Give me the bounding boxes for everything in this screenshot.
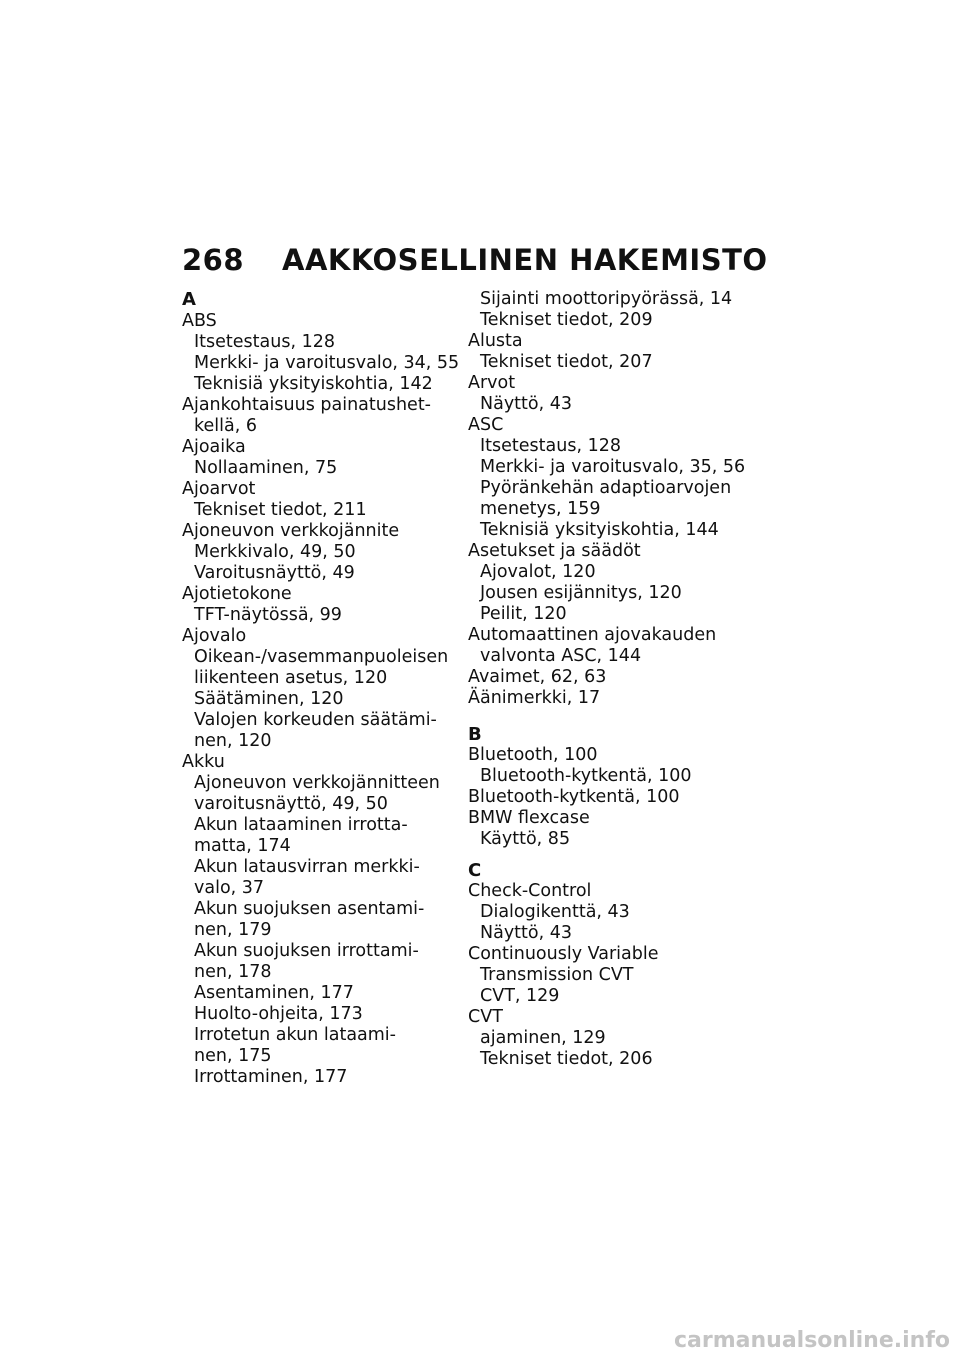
index-letter-heading: B	[468, 724, 482, 745]
index-entry-continuation: valvonta ASC, 144	[480, 646, 642, 666]
index-entry: Ajankohtaisuus painatushet-	[182, 395, 431, 415]
index-subentry: Oikean-/vasemmanpuoleisen	[194, 647, 449, 667]
index-subentry-continuation: liikenteen asetus, 120	[194, 668, 388, 688]
index-subentry: Näyttö, 43	[480, 394, 572, 414]
index-subentry: Asentaminen, 177	[194, 983, 354, 1003]
index-entry: ABS	[182, 311, 217, 331]
index-subentry-continuation: varoitusnäyttö, 49, 50	[194, 794, 388, 814]
index-entry: Avaimet, 62, 63	[468, 667, 607, 687]
index-subentry: Peilit, 120	[480, 604, 567, 624]
index-entry-continuation: kellä, 6	[194, 416, 257, 436]
index-entry: Check-Control	[468, 881, 592, 901]
index-entry: Alusta	[468, 331, 523, 351]
index-subentry: Akun lataaminen irrotta-	[194, 815, 408, 835]
index-subentry: Valojen korkeuden säätämi-	[194, 710, 437, 730]
index-subentry-continuation: nen, 120	[194, 731, 272, 751]
index-subentry: Merkki- ja varoitusvalo, 34, 55	[194, 353, 460, 373]
index-entry: Ajoneuvon verkkojännite	[182, 521, 400, 541]
index-subentry: Irrotetun akun lataami-	[194, 1025, 396, 1045]
index-entry-continuation: Transmission CVT	[480, 965, 634, 985]
index-subentry: Varoitusnäyttö, 49	[194, 563, 355, 583]
index-subentry: Tekniset tiedot, 211	[194, 500, 367, 520]
index-subentry: TFT-näytössä, 99	[194, 605, 342, 625]
index-subentry: Pyöränkehän adaptioarvojen	[480, 478, 732, 498]
index-subentry: Irrottaminen, 177	[194, 1067, 348, 1087]
page-title: AAKKOSELLINEN HAKEMISTO	[282, 243, 768, 277]
index-entry: Bluetooth, 100	[468, 745, 598, 765]
index-subentry: Merkkivalo, 49, 50	[194, 542, 356, 562]
index-letter-heading: C	[468, 860, 482, 881]
index-subentry: Näyttö, 43	[480, 923, 572, 943]
index-subentry-continuation: nen, 175	[194, 1046, 272, 1066]
index-subentry-continuation: nen, 178	[194, 962, 272, 982]
index-subentry: Akun suojuksen asentami-	[194, 899, 425, 919]
index-entry: Akku	[182, 752, 225, 772]
index-subentry-continuation: matta, 174	[194, 836, 291, 856]
index-entry: Ajoaika	[182, 437, 246, 457]
index-subentry: Jousen esijännitys, 120	[480, 583, 682, 603]
index-subentry: Sijainti moottoripyörässä, 14	[480, 289, 733, 309]
index-entry: Bluetooth-kytkentä, 100	[468, 787, 680, 807]
index-subentry: Nollaaminen, 75	[194, 458, 338, 478]
index-subentry: CVT, 129	[480, 986, 560, 1006]
index-subentry: Säätäminen, 120	[194, 689, 344, 709]
index-subentry: Akun suojuksen irrottami-	[194, 941, 419, 961]
index-subentry: Tekniset tiedot, 209	[480, 310, 653, 330]
index-letter-heading: A	[182, 289, 196, 310]
index-subentry-continuation: nen, 179	[194, 920, 272, 940]
index-column-right	[468, 289, 768, 1070]
index-subentry: Tekniset tiedot, 207	[480, 352, 653, 372]
index-entry: Ajotietokone	[182, 584, 292, 604]
index-subentry: Teknisiä yksityiskohtia, 142	[194, 374, 433, 394]
index-subentry: Itsetestaus, 128	[194, 332, 335, 352]
index-subentry: Itsetestaus, 128	[480, 436, 621, 456]
index-subentry: Ajovalot, 120	[480, 562, 596, 582]
index-entry: ASC	[468, 415, 504, 435]
watermark: carmanualsonline.info	[674, 1328, 950, 1353]
index-entry: Ajovalo	[182, 626, 247, 646]
index-subentry: Teknisiä yksityiskohtia, 144	[480, 520, 719, 540]
page-number: 268	[182, 243, 245, 277]
index-subentry-continuation: valo, 37	[194, 878, 265, 898]
index-entry: Ajoarvot	[182, 479, 256, 499]
index-column-left	[182, 289, 482, 1088]
index-entry: Asetukset ja säädöt	[468, 541, 641, 561]
index-subentry: Ajoneuvon verkkojännitteen	[194, 773, 440, 793]
index-entry: CVT	[468, 1007, 503, 1027]
index-subentry: Bluetooth-kytkentä, 100	[480, 766, 692, 786]
index-subentry: Merkki- ja varoitusvalo, 35, 56	[480, 457, 746, 477]
index-entry: BMW flexcase	[468, 808, 590, 828]
index-subentry: Akun latausvirran merkki-	[194, 857, 420, 877]
index-entry: Automaattinen ajovakauden	[468, 625, 717, 645]
index-subentry: Tekniset tiedot, 206	[480, 1049, 653, 1069]
index-subentry-continuation: menetys, 159	[480, 499, 601, 519]
index-subentry: Huolto-ohjeita, 173	[194, 1004, 363, 1024]
index-entry: Arvot	[468, 373, 516, 393]
index-subentry: Käyttö, 85	[480, 829, 571, 849]
index-entry: Continuously Variable	[468, 944, 659, 964]
index-subentry: Dialogikenttä, 43	[480, 902, 630, 922]
index-entry: Äänimerkki, 17	[468, 688, 601, 708]
index-subentry: ajaminen, 129	[480, 1028, 606, 1048]
